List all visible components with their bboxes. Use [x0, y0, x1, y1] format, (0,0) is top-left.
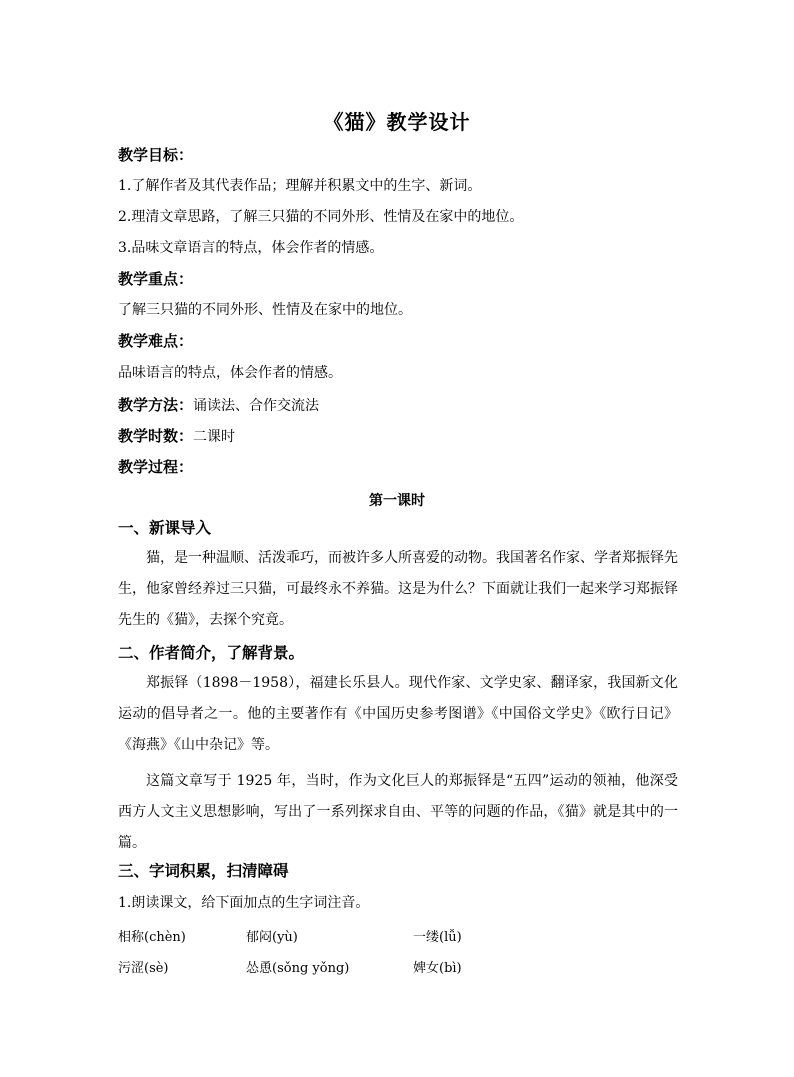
- section2-paragraph-2: 这篇文章写于 1925 年，当时，作为文化巨人的郑振铎是“五四”运动的领袖，他深受西方人文主义思想影响，写出了一系列探求自由、平等的问题的作品，《猫》就是其中的一篇。: [118, 773, 678, 851]
- objective-item-3: 3.品味文章语言的特点，体会作者的情感。: [118, 240, 384, 256]
- objective-item-2: 2.理清文章思路，了解三只猫的不同外形、性情及在家中的地位。: [118, 209, 524, 225]
- section1-heading: 一、新课导入: [118, 519, 212, 537]
- section2-paragraph-1: 郑振铎（1898－1958），福建长乐县人。现代作家、文学史家、翻译家，我国新文化运动的倡导者之一。他的主要著作有《中国历史参考图谱》《中国俗文学史》《欧行日记》《海燕》《山中杂记》等。: [118, 675, 678, 753]
- hours-heading: 教学时数：: [118, 427, 194, 445]
- section3-instruction: 1.朗读课文，给下面加点的生字词注音。: [118, 895, 370, 911]
- objectives-heading: 教学目标：: [118, 146, 194, 164]
- key-points-text: 了解三只猫的不同外形、性情及在家中的地位。: [118, 302, 412, 318]
- hours-text: 二课时: [193, 429, 236, 445]
- process-heading: 教学过程：: [118, 458, 194, 476]
- section2-heading: 二、作者简介，了解背景。: [118, 644, 305, 662]
- vocab-item: 一缕(lǚ): [413, 930, 462, 945]
- objective-item-1: 1.了解作者及其代表作品；理解并积累文中的生字、新词。: [118, 178, 482, 194]
- methods-row: [118, 396, 319, 415]
- section1-paragraph: 猫，是一种温顺、活泼乖巧，而被许多人所喜爱的动物。我国著名作家、学者郑振铎先生，他家曾经养过三只猫，可最终永不养猫。这是为什么？下面就让我们一起来学习郑振铎先生的《猫》，去探个究竟。: [118, 550, 678, 628]
- document-title: 《猫》教学设计: [323, 110, 471, 134]
- vocab-item: 相称(chèn): [118, 930, 186, 945]
- section3-heading: 三、字词积累，扫清障碍: [118, 862, 289, 880]
- key-points-heading: 教学重点：: [118, 270, 194, 288]
- vocab-item: 怂恿(sǒng yǒng): [246, 961, 350, 976]
- vocab-item: 婢女(bì): [413, 961, 462, 976]
- vocab-item: 郁闷(yù): [246, 930, 298, 945]
- vocab-item: 污涩(sè): [118, 961, 169, 976]
- difficulties-text: 品味语言的特点，体会作者的情感。: [118, 365, 342, 381]
- hours-row: [118, 427, 235, 446]
- lesson1-heading: 第一课时: [369, 493, 425, 509]
- methods-text: 诵读法、合作交流法: [193, 398, 320, 414]
- methods-heading: 教学方法：: [118, 396, 194, 414]
- difficulties-heading: 教学难点：: [118, 332, 194, 350]
